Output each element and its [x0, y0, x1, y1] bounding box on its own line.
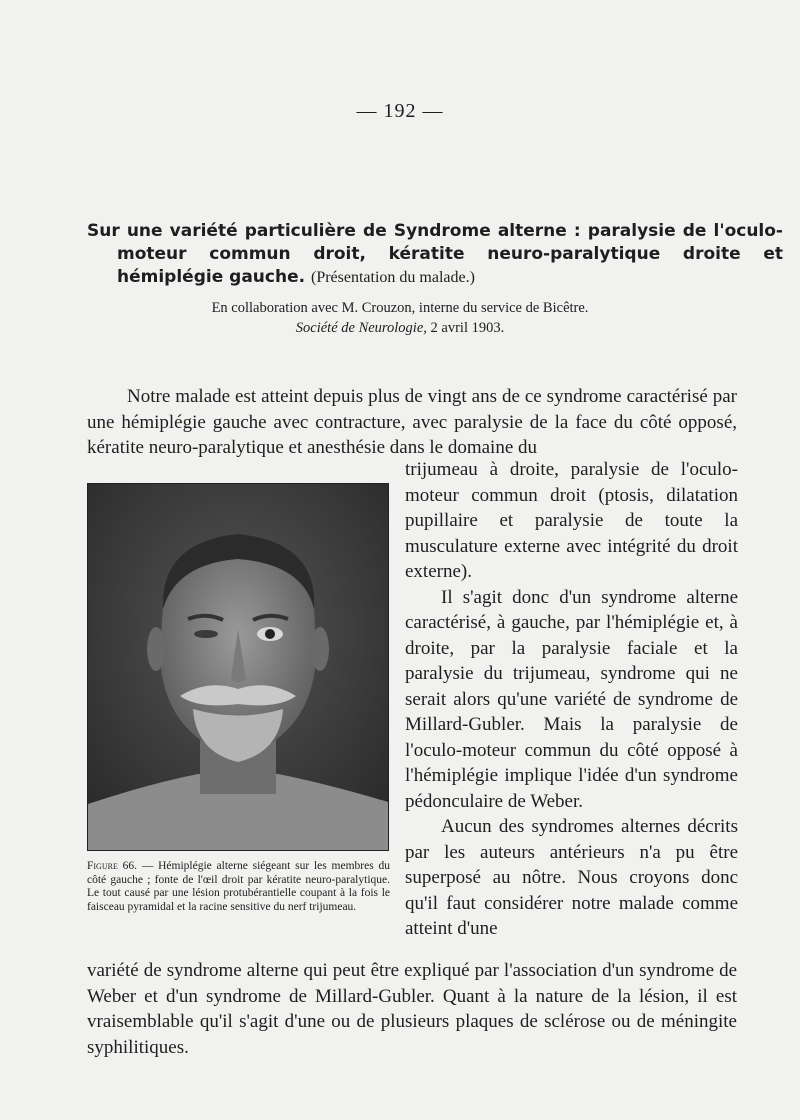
paragraph-1-continued: trijumeau à droite, paralysie de l'oculo-moteur commun droit (ptosis, dilatation pupillaire et paralysie de toute la musculature externe avec intégrité du droit externe). [405, 459, 738, 582]
figure-label: Figure 66. [87, 860, 138, 872]
page-number: — 192 — [356, 100, 444, 122]
figure-caption [87, 860, 390, 914]
paragraph-3: Aucun des syndromes alternes décrits par les auteurs antérieurs n'a pu être superposé au nôtre. Nous croyons donc qu'il faut considérer notre malade comme atteint d'une [405, 816, 738, 939]
article-title [87, 220, 783, 289]
source-journal: Société de Neurologie, [295, 320, 427, 336]
right-column-text [405, 457, 738, 942]
portrait-image [88, 484, 388, 850]
article-title-note: (Présentation du malade.) [310, 269, 475, 286]
figure-caption-text: — Hémiplégie alterne siégeant sur les membres du côté gauche ; fonte de l'œil droit par kératite neuro-paralytique. Le tout causé par une lésion protubérantielle coupant à la fois le faisceau pyramidal et la racine sensitive du nerf trijumeau. [87, 860, 390, 913]
figure-photograph [87, 483, 389, 851]
collaboration-line: En collaboration avec M. Crouzon, interne du service de Bicêtre. [211, 300, 589, 316]
article-title-text: Sur une variété particulière de Syndrome alterne : paralysie de l'oculo-moteur commun droit, kératite neuro-paralytique droite et hémiplégie gauche. [87, 221, 783, 287]
paragraph-1: Notre malade est atteint depuis plus de vingt ans de ce syndrome caractérisé par une hémiplégie gauche avec contracture, avec paralysie de la face du côté opposé, kératite neuro-paralytique et anesthésie dans le domaine du [87, 386, 737, 458]
paragraph-3-continued: variété de syndrome alterne qui peut être expliqué par l'association d'un syndrome de Weber et d'un syndrome de Millard-Gubler. Quant à la nature de la lésion, il est vraisemblable qu'il s'agit d'une ou de plusieurs plaques de sclérose ou de méningite syphilitiques. [87, 960, 737, 1058]
source-line [0, 320, 800, 337]
source-date: 2 avril 1903. [430, 320, 505, 336]
paragraph-2: Il s'agit donc d'un syndrome alterne caractérisé, à gauche, par l'hémiplégie et, à droite, par la paralysie faciale et la paralysie du trijumeau, syndrome qui ne serait alors qu'une variété de syndrome de Millard-Gubler. Mais la paralysie de l'oculo-moteur commun du côté opposé à l'hémiplégie implique l'idée d'un syndrome pédonculaire de Weber. [405, 586, 738, 812]
